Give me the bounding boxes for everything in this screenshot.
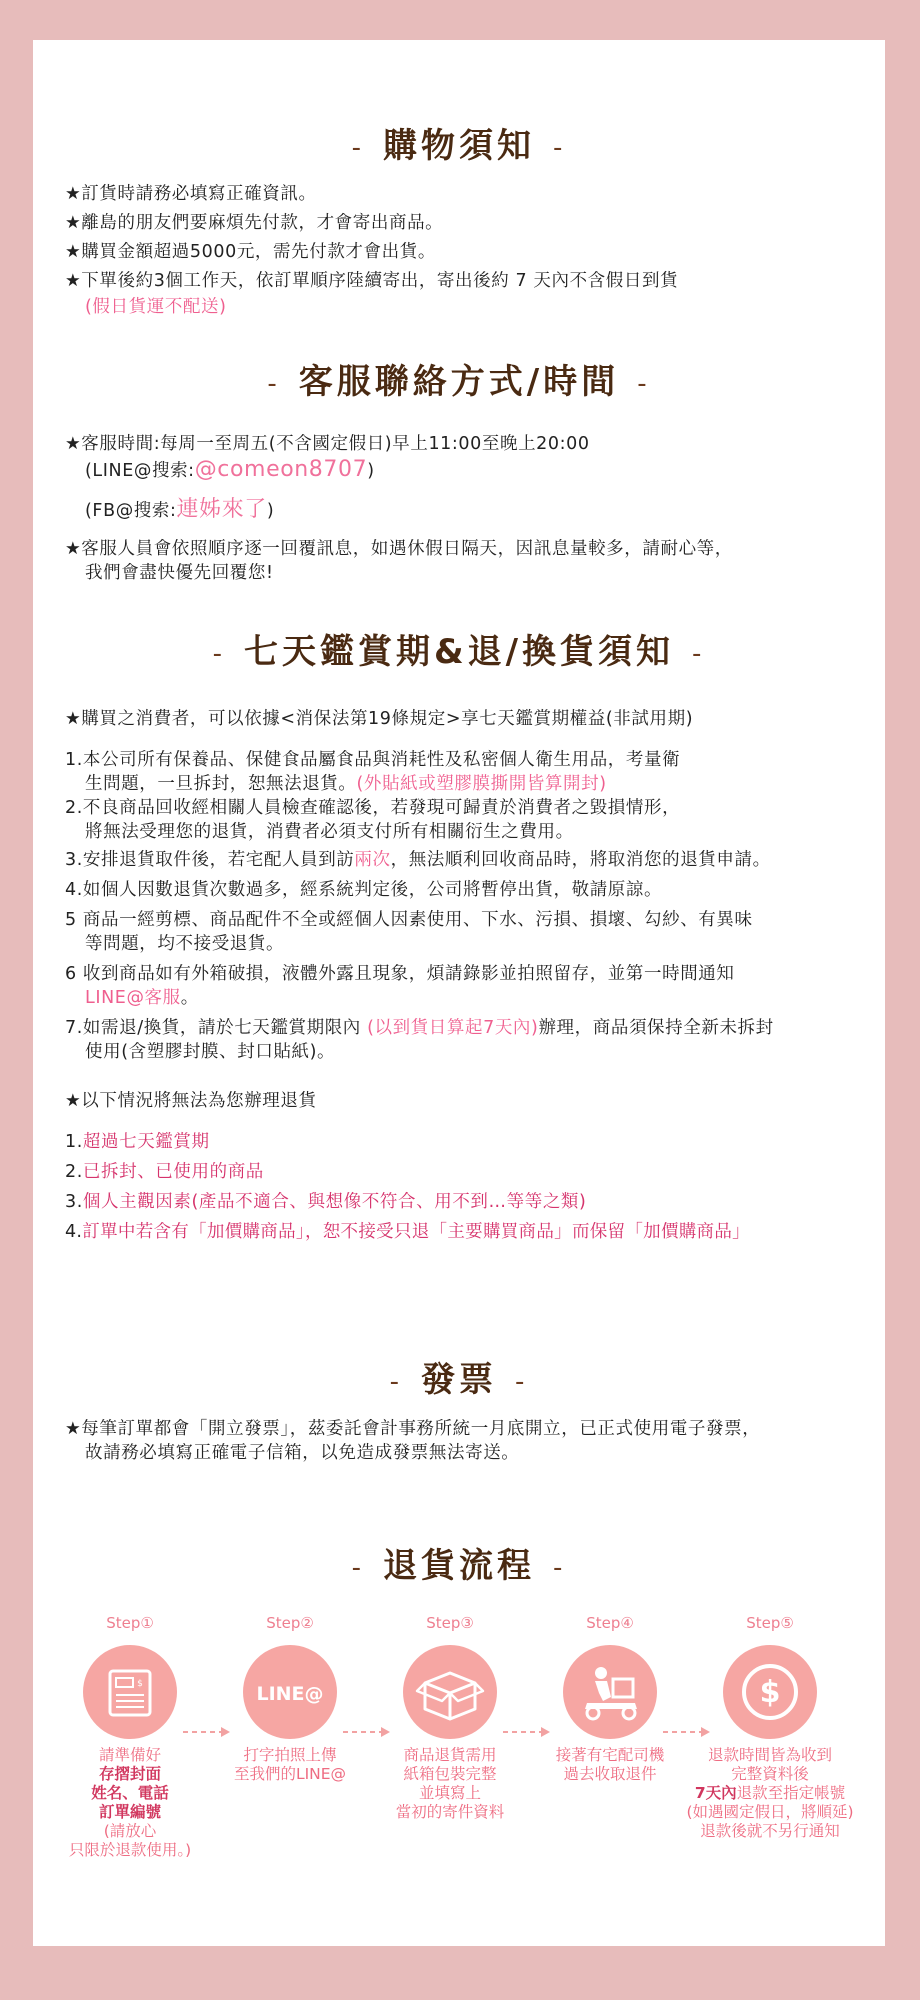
return-rule-1: 1.本公司所有保養品、保健食品屬食品與消耗性及私密個人衛生用品，考量衛 — [65, 750, 681, 770]
step-4-circle — [563, 1645, 657, 1739]
shopping-item: ★離島的朋友們要麻煩先付款，才會寄出商品。 — [65, 213, 444, 233]
no-return-title: ★以下情況將無法為您辦理退貨 — [65, 1091, 317, 1111]
dollar-icon — [723, 1645, 817, 1739]
no-return-item: 1.超過七天鑑賞期 — [65, 1132, 210, 1152]
step-1-circle — [83, 1645, 177, 1739]
step-3-circle — [403, 1645, 497, 1739]
service-reply: ★客服人員會依照順序逐一回覆訊息，如遇休假日隔天，因訊息量較多，請耐心等， — [65, 539, 733, 559]
service-reply-2: 我們會盡快優先回覆您! — [85, 563, 274, 583]
return-rule-7b: 使用(含塑膠封膜、封口貼紙)。 — [85, 1042, 336, 1062]
dashed-arrow-icon — [343, 1726, 391, 1738]
return-rule-3: 3.安排退貨取件後，若宅配人員到訪兩次，無法順利回收商品時，將取消您的退貨申請。 — [65, 850, 771, 870]
fb-name-link[interactable]: 連姊來了 — [176, 497, 267, 522]
return-rule-7: 7.如需退/換貨，請於七天鑑賞期限內 (以到貨日算起7天內)辦理，商品須保持全新未拆封 — [65, 1018, 774, 1038]
dashed-arrow-icon — [183, 1726, 231, 1738]
dashed-arrow-icon — [663, 1726, 711, 1738]
line-contact: (LINE@搜索:@comeon8707) — [85, 457, 375, 482]
return-rule-6: 6 收到商品如有外箱破損，液體外露且現象，煩請錄影並拍照留存，並第一時間通知 — [65, 964, 735, 984]
returns-title: - 七天鑑賞期&退/換貨須知 - — [212, 632, 706, 672]
shopping-item: ★下單後約3個工作天，依訂單順序陸續寄出，寄出後約 7 天內不含假日到貨 — [65, 271, 679, 291]
step-1-label: Step① — [106, 1614, 154, 1632]
invoice-line-2: 故請務必填寫正確電子信箱，以免造成發票無法寄送。 — [85, 1443, 520, 1463]
step-3-label: Step③ — [426, 1614, 474, 1632]
flow-title: - 退貨流程 - — [351, 1546, 567, 1586]
svg-text:$: $ — [759, 1675, 781, 1710]
return-rule-4: 4.如個人因數退貨次數過多，經系統判定後，公司將暫停出貨，敬請原諒。 — [65, 880, 663, 900]
return-rule-5b: 等問題，均不接受退貨。 — [85, 934, 285, 954]
return-rule-2: 2.不良商品回收經相關人員檢查確認後，若發現可歸責於消費者之毀損情形， — [65, 798, 681, 818]
step-2-label: Step② — [266, 1614, 314, 1632]
step-5-caption: 退款時間皆為收到 完整資料後 7天內退款至指定帳號 (如遇國定假日，將順延) 退款後就不另行通知 — [686, 1746, 854, 1840]
step-2-caption: 打字拍照上傳 至我們的LINE@ — [233, 1746, 347, 1783]
step-5-label: Step⑤ — [746, 1614, 794, 1632]
step-5-circle — [723, 1645, 817, 1739]
shopping-item: ★購買金額超過5000元，需先付款才會出貨。 — [65, 242, 436, 262]
shopping-title: - 購物須知 - — [351, 126, 567, 166]
step-2-circle — [243, 1645, 337, 1739]
line-id-link[interactable]: @comeon8707 — [194, 457, 368, 482]
svg-text:$: $ — [137, 1679, 143, 1689]
holiday-note: (假日貨運不配送) — [85, 297, 227, 317]
step-3-caption: 商品退貨需用 紙箱包裝完整 並填寫上 當初的寄件資料 — [395, 1746, 505, 1821]
return-rule-2b: 將無法受理您的退貨，消費者必須支付所有相關衍生之費用。 — [85, 822, 574, 842]
return-rule-1b: 生問題，一旦拆封，恕無法退貨。(外貼紙或塑膠膜撕開皆算開封) — [85, 774, 607, 794]
line-icon — [243, 1645, 337, 1739]
service-hours: ★客服時間:每周一至周五(不含國定假日)早上11:00至晚上20:00 — [65, 434, 590, 454]
return-rule-5: 5 商品一經剪標、商品配件不全或經個人因素使用、下水、污損、損壞、勾紗、有異味 — [65, 910, 753, 930]
step-4-label: Step④ — [586, 1614, 634, 1632]
dashed-arrow-icon — [503, 1726, 551, 1738]
shopping-item: ★訂貨時請務必填寫正確資訊。 — [65, 184, 317, 204]
passbook-icon — [83, 1645, 177, 1739]
info-card — [33, 40, 885, 1946]
no-return-item: 4.訂單中若含有「加價購商品」，恕不接受只退「主要購買商品」而保留「加價購商品」 — [65, 1222, 750, 1242]
step-1-caption: 請準備好 存摺封面 姓名、電話 訂單編號 (請放心 只限於退款使用。) — [68, 1746, 192, 1859]
no-return-item: 3.個人主觀因素(產品不適合、與想像不符合、用不到…等等之類) — [65, 1192, 587, 1212]
service-title: - 客服聯絡方式/時間 - — [267, 362, 651, 402]
returns-intro: ★購買之消費者，可以依據<消保法第19條規定>享七天鑑賞期權益(非試用期) — [65, 709, 694, 729]
delivery-scooter-icon — [563, 1645, 657, 1739]
no-return-item: 2.已拆封、已使用的商品 — [65, 1162, 264, 1182]
box-icon — [403, 1645, 497, 1739]
return-rule-6b: LINE@客服。 — [85, 988, 199, 1008]
svg-text:LINE@: LINE@ — [256, 1683, 324, 1705]
fb-contact: (FB@搜索:連姊來了) — [85, 497, 275, 522]
step-4-caption: 接著有宅配司機 過去收取退件 — [555, 1746, 665, 1783]
invoice-line-1: ★每筆訂單都會「開立發票」，茲委託會計事務所統一月底開立，已正式使用電子發票， — [65, 1419, 761, 1439]
invoice-title: - 發票 - — [389, 1360, 529, 1400]
